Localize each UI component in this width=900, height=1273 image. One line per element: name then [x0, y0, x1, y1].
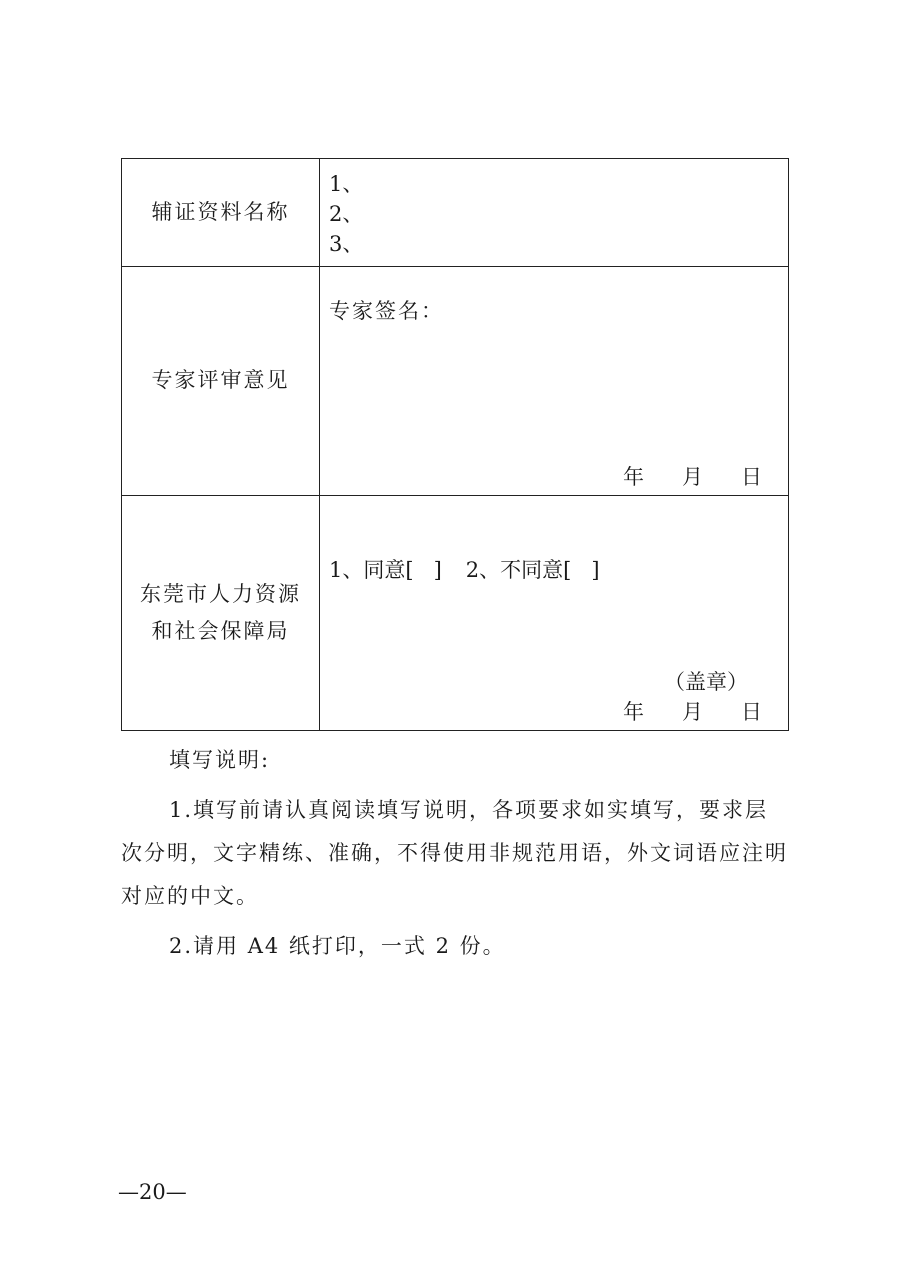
supporting-materials-list — [329, 169, 363, 259]
bureau-label-line1: 东莞市人力资源 — [140, 581, 301, 606]
material-item-3: 3、 — [329, 232, 364, 256]
instruction-item-1: 1.填写前请认真阅读填写说明，各项要求如实填写，要求层次分明，文字精练、准确，不得使用非规范用语，外文词语应注明对应的中文。 — [121, 798, 788, 908]
seal-label: （盖章） — [664, 670, 748, 694]
material-item-1: 1、 — [329, 172, 364, 196]
agree-option[interactable]: 1、同意[ — [329, 557, 414, 582]
supporting-materials-row — [122, 159, 789, 267]
bureau-approval-row — [122, 495, 789, 730]
date-day-label: 日 — [741, 464, 762, 489]
bureau-label — [122, 495, 320, 730]
expert-review-label: 专家评审意见 — [122, 267, 320, 495]
agree-checkbox-close: ] — [433, 557, 442, 582]
review-form-table — [121, 158, 789, 731]
expert-review-cell[interactable] — [320, 267, 789, 495]
expert-review-row — [122, 267, 789, 495]
bureau-approval-cell — [320, 495, 789, 730]
disagree-checkbox-close: ] — [591, 557, 600, 582]
expert-review-date — [623, 461, 762, 491]
date-month-label: 月 — [682, 700, 703, 724]
date-day-label: 日 — [741, 700, 762, 724]
bureau-approval-date — [623, 696, 762, 726]
approval-options — [329, 554, 600, 584]
instruction-item-2: 2.请用 A4 纸打印，一式 2 份。 — [169, 934, 506, 958]
date-year-label: 年 — [623, 700, 644, 724]
material-item-2: 2、 — [329, 202, 364, 226]
page-number: —20— — [118, 1180, 187, 1204]
disagree-option[interactable]: 2、不同意[ — [465, 557, 572, 582]
supporting-materials-label: 辅证资料名称 — [122, 159, 320, 267]
supporting-materials-cell[interactable] — [320, 159, 789, 267]
date-year-label: 年 — [623, 464, 644, 489]
expert-signature-label: 专家签名： — [329, 299, 444, 324]
bureau-label-line2: 和社会保障局 — [151, 618, 290, 643]
date-month-label: 月 — [682, 464, 703, 489]
instructions-title: 填写说明: — [169, 748, 271, 772]
